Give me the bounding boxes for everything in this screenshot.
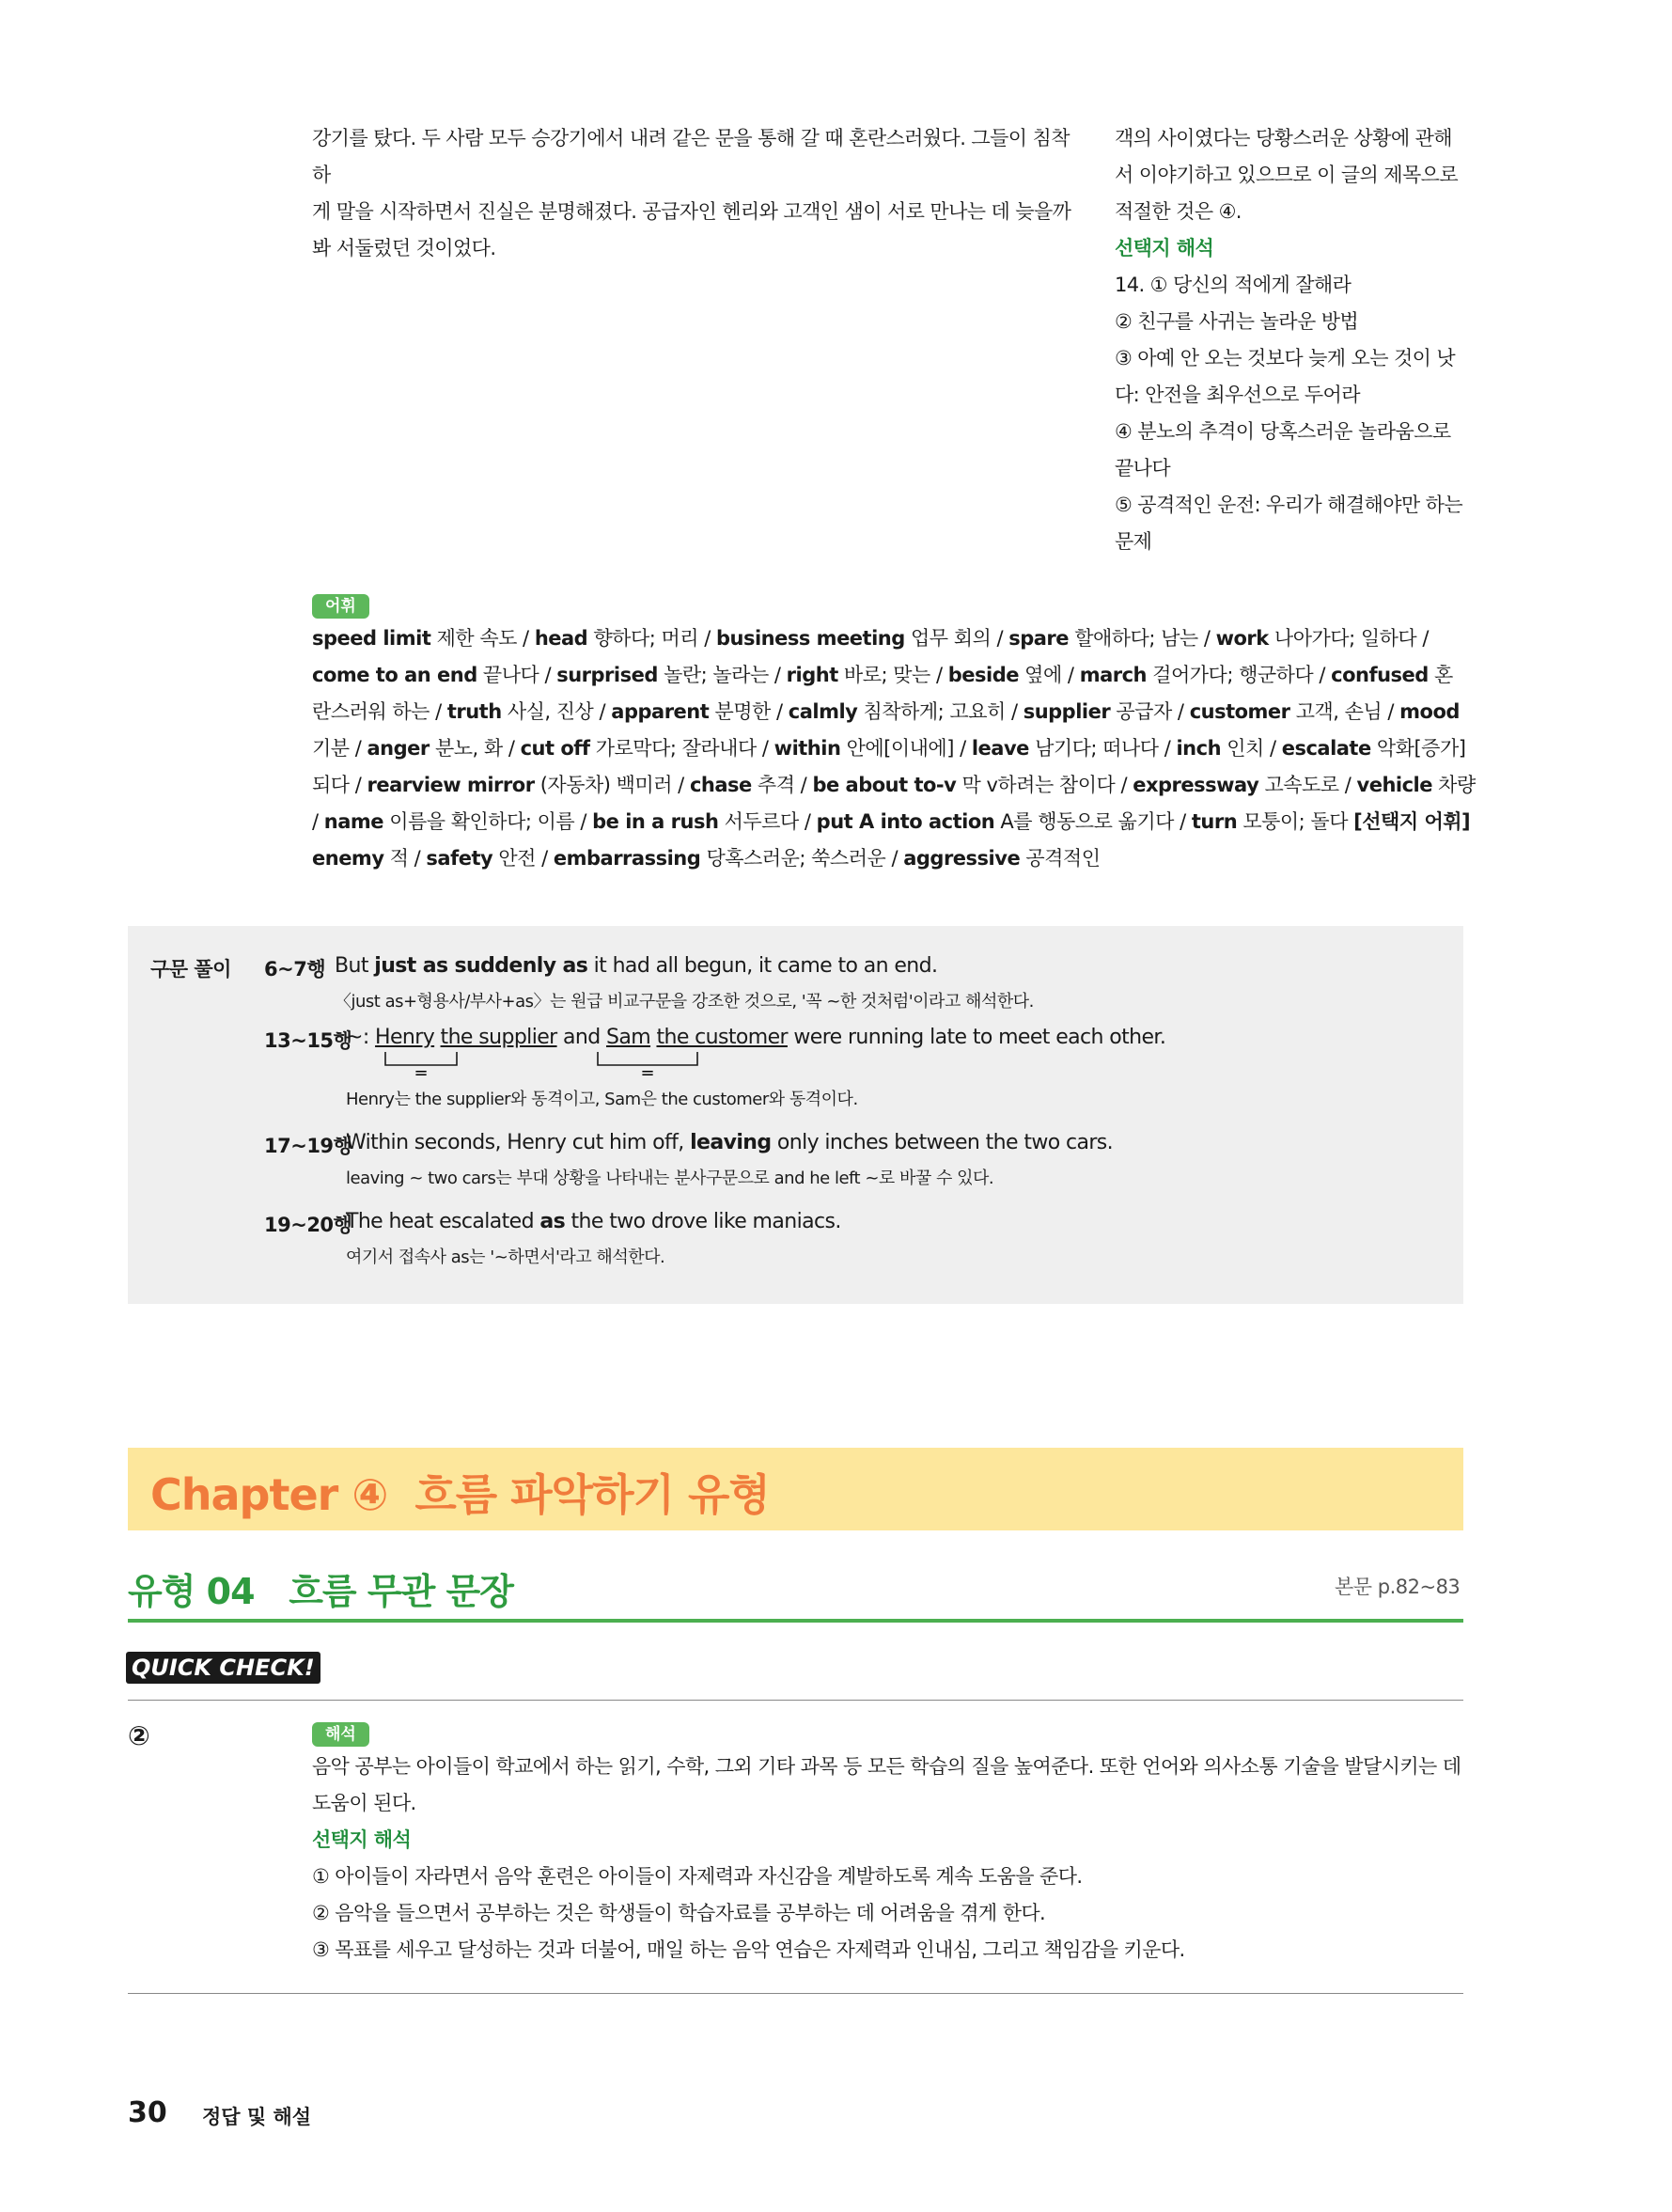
chapter-title: 흐름 파악하기 유형: [414, 1469, 770, 1520]
text-run: 혼: [1428, 664, 1453, 686]
type-title: 유형 04 흐름 무관 문장: [128, 1571, 513, 1612]
bold-term: expressway: [1133, 774, 1259, 796]
bold-term: beside: [947, 664, 1019, 686]
text-line: 강기를 탔다. 두 사람 모두 승강기에서 내려 같은 문을 통해 갈 때 혼란스러웠다. 그들이 침착하: [312, 127, 1070, 186]
page-reference: 본문 p.82~83: [1335, 1576, 1461, 1598]
text-run: 악화[증가]: [1370, 737, 1466, 760]
text-run: 적 /: [383, 847, 427, 870]
vocab-line: [312, 730, 1468, 767]
chapter-heading: [150, 1461, 770, 1523]
text-run: 걸어가다; 행군하다 /: [1147, 664, 1332, 686]
quick-check-body: [312, 1722, 1463, 1969]
bold-term: work: [1215, 627, 1269, 650]
grammar-sentence: [346, 1024, 1165, 1052]
text-run: 바로; 맞는 /: [837, 664, 948, 686]
text-run: only inches between the two cars.: [771, 1131, 1114, 1154]
text-line: 봐 서둘렀던 것이었다.: [312, 237, 496, 259]
bold-term: come to an end: [312, 664, 477, 686]
text-run: 기분 /: [312, 737, 367, 760]
text-run: (자동차) 백미러 /: [534, 774, 690, 796]
text-run: 차량: [1432, 774, 1476, 796]
text-run: 분노, 화 /: [429, 737, 521, 760]
vocab-section: [312, 594, 1476, 877]
text-run: 옆에 /: [1019, 664, 1080, 686]
bold-term: enemy: [312, 847, 384, 870]
text-run: 남기다; 떠나다 /: [1028, 737, 1177, 760]
text-run: 란스러워 하는 /: [312, 700, 447, 723]
top-right-column: [1115, 120, 1491, 560]
bold-term: march: [1079, 664, 1147, 686]
quick-check-badge-wrap: [126, 1652, 320, 1684]
bold-term: cut off: [520, 737, 590, 760]
bold-term: just as suddenly as: [374, 954, 588, 978]
text-run: 업무 회의 /: [904, 627, 1009, 650]
text-run: 되다 /: [312, 774, 367, 796]
grammar-sentence: [346, 1129, 1113, 1157]
bold-term: leave: [971, 737, 1029, 760]
text-run: 사실, 진상 /: [501, 700, 612, 723]
text-run: 공급자 /: [1110, 700, 1190, 723]
text-run: /: [312, 810, 324, 833]
underlined-term: the supplier: [440, 1026, 557, 1049]
chapter-number: ④: [352, 1469, 388, 1520]
text-line: 도움이 된다.: [312, 1792, 416, 1814]
text-run: 서두르다 /: [718, 810, 817, 833]
bold-term: apparent: [611, 700, 710, 723]
bold-term: turn: [1191, 810, 1238, 833]
bold-term: inch: [1176, 737, 1222, 760]
grammar-box: [128, 926, 1463, 1304]
bold-term: put A into action: [816, 810, 995, 833]
choice-line: 문제: [1115, 530, 1152, 553]
vocab-line: [312, 657, 1468, 694]
grammar-note: leaving ~ two cars는 부대 상황을 나타내는 분사구문으로 and he left ~로 바꿀 수 있다.: [346, 1169, 994, 1188]
text-run: and: [556, 1026, 606, 1049]
text-run: ~:: [346, 1026, 376, 1049]
bold-term: truth: [446, 700, 502, 723]
text-run: 막 v하려는 참이다 /: [956, 774, 1133, 796]
text-run: 이름을 확인하다; 이름 /: [383, 810, 593, 833]
text-run: 추격 /: [751, 774, 813, 796]
text-run: 안전 /: [492, 847, 554, 870]
text-run: A를 행동으로 옮기다 /: [994, 810, 1192, 833]
text-run: 안에[이내에] /: [840, 737, 972, 760]
text-run: it had all begun, it came to an end.: [587, 954, 938, 978]
grammar-note: 여기서 접속사 as는 '~하면서'라고 해석한다.: [346, 1247, 665, 1267]
bold-term: be about to-v: [812, 774, 957, 796]
bold-term: embarrassing: [553, 847, 701, 870]
answer-number: ②: [128, 1720, 150, 1751]
vocab-line: [312, 694, 1468, 730]
bold-term: leaving: [690, 1131, 772, 1154]
text-line: 서 이야기하고 있으므로 이 글의 제목으로: [1115, 164, 1459, 186]
choice-line: ② 음악을 들으면서 공부하는 것은 학생들이 학습자료를 공부하는 데 어려움을 겪게 한다.: [312, 1902, 1046, 1924]
line-ref: 19~20행: [264, 1214, 352, 1236]
vocab-line: [312, 840, 1468, 877]
grammar-sentence: [335, 952, 937, 980]
interpretation-tag: 해석: [312, 1722, 369, 1747]
text-run: 인치 /: [1221, 737, 1282, 760]
choice-line: 14. ① 당신의 적에게 잘해라: [1115, 274, 1352, 296]
text-run: 제한 속도 /: [430, 627, 535, 650]
text-run: 고속도로 /: [1258, 774, 1357, 796]
apposition-brackets: [346, 1050, 835, 1088]
bold-term: name: [323, 810, 384, 833]
bold-term: chase: [689, 774, 752, 796]
line-ref: 13~15행: [264, 1029, 352, 1052]
bold-term: customer: [1189, 700, 1290, 723]
section-rule: [128, 1619, 1463, 1623]
choice-line: 다: 안전을 최우선으로 두어라: [1115, 384, 1360, 406]
text-run: 놀란; 놀라는 /: [657, 664, 787, 686]
text-run: The heat escalated: [346, 1210, 540, 1233]
bold-term: supplier: [1023, 700, 1111, 723]
text-run: 모퉁이; 돌다: [1237, 810, 1354, 833]
text-run: 당혹스러운; 쑥스러운 /: [700, 847, 904, 870]
vocab-tag: 어휘: [312, 594, 369, 619]
divider: [128, 1993, 1463, 1994]
bold-term: be in a rush: [592, 810, 719, 833]
choice-line: ⑤ 공격적인 운전: 우리가 해결해야만 하는: [1115, 494, 1463, 516]
divider: [128, 1700, 1463, 1701]
equals-sign: =: [640, 1063, 655, 1083]
vocab-line: [312, 804, 1471, 840]
text-run: 향하다; 머리 /: [587, 627, 716, 650]
text-run: 가로막다; 잘라내다 /: [589, 737, 774, 760]
text-run: 고객, 손님 /: [1289, 700, 1400, 723]
text-run: 할애하다; 남는 /: [1069, 627, 1216, 650]
choice-heading: 선택지 해석: [1115, 237, 1214, 259]
choice-line: ④ 분노의 추격이 당혹스러운 놀라움으로: [1115, 420, 1451, 443]
line-ref: 17~19행: [264, 1135, 352, 1157]
bold-term: calmly: [788, 700, 858, 723]
bold-term: as: [539, 1210, 566, 1233]
page-number: 30: [128, 2096, 167, 2129]
text-run: Within seconds, Henry cut him off,: [346, 1131, 691, 1154]
bold-term: rearview mirror: [367, 774, 535, 796]
top-left-paragraph: [312, 120, 1083, 267]
grammar-label: 구문 풀이: [150, 958, 231, 980]
bold-term: [선택지 어휘]: [1353, 810, 1471, 833]
equals-sign: =: [414, 1063, 429, 1083]
underlined-term: Henry: [375, 1026, 435, 1049]
bold-term: spare: [1008, 627, 1070, 650]
footer-label: 정답 및 해설: [202, 2106, 312, 2128]
grammar-sentence: [346, 1208, 841, 1236]
quick-check-badge: QUICK CHECK!: [126, 1652, 320, 1684]
chapter-bar: [128, 1448, 1463, 1530]
bold-term: business meeting: [716, 627, 905, 650]
choice-heading: 선택지 해석: [312, 1828, 412, 1851]
text-run: the two drove like maniacs.: [565, 1210, 841, 1233]
grammar-note: 〈just as+형용사/부사+as〉는 원급 비교구문을 강조한 것으로, '꼭 ~한 것처럼'이라고 해석한다.: [335, 992, 1034, 1012]
underlined-term: Sam: [605, 1026, 651, 1049]
bold-term: vehicle: [1356, 774, 1432, 796]
choice-line: ① 아이들이 자라면서 음악 훈련은 아이들이 자제력과 자신감을 계발하도록 계속 도움을 준다.: [312, 1865, 1083, 1888]
bold-term: within: [773, 737, 841, 760]
bold-term: confused: [1331, 664, 1429, 686]
bold-term: aggressive: [903, 847, 1021, 870]
bold-term: surprised: [556, 664, 658, 686]
choice-line: ③ 목표를 세우고 달성하는 것과 더불어, 매일 하는 음악 연습은 자제력과 인내심, 그리고 책임감을 키운다.: [312, 1938, 1185, 1961]
bold-term: escalate: [1281, 737, 1371, 760]
bold-term: speed limit: [312, 627, 431, 650]
bold-term: head: [534, 627, 588, 650]
bold-term: mood: [1399, 700, 1460, 723]
choice-line: ③ 아예 안 오는 것보다 늦게 오는 것이 낫: [1115, 347, 1456, 369]
interpretation-text: [312, 1749, 1463, 1969]
bold-term: safety: [426, 847, 493, 870]
text-run: 분명한 /: [709, 700, 789, 723]
grammar-note: Henry는 the supplier와 동격이고, Sam은 the customer와 동격이다.: [346, 1090, 858, 1109]
text-run: 끝나다 /: [477, 664, 557, 686]
bold-term: anger: [367, 737, 430, 760]
line-ref: 6~7행: [264, 958, 326, 980]
text-line: 적절한 것은 ④.: [1115, 200, 1242, 223]
text-run: were running late to meet each other.: [787, 1026, 1166, 1049]
underlined-term: the customer: [656, 1026, 788, 1049]
text-run: 침착하게; 고요히 /: [857, 700, 1024, 723]
text-run: But: [335, 954, 375, 978]
choice-line: 끝나다: [1115, 457, 1171, 479]
text-run: 공격적인: [1020, 847, 1101, 870]
text-line: 게 말을 시작하면서 진실은 분명해졌다. 공급자인 헨리와 고객인 샘이 서로 만나는 데 늦을까: [312, 200, 1071, 223]
text-line: 객의 사이였다는 당황스러운 상황에 관해: [1115, 127, 1452, 149]
vocab-lines: [312, 620, 1476, 877]
text-run: 나아가다; 일하다 /: [1268, 627, 1429, 650]
text-line: 음악 공부는 아이들이 학교에서 하는 읽기, 수학, 그외 기타 과목 등 모든 학습의 질을 높여준다. 또한 언어와 의사소통 기술을 발달시키는 데: [312, 1755, 1461, 1778]
choice-line: ② 친구를 사귀는 놀라운 방법: [1115, 310, 1359, 333]
vocab-line: [312, 620, 1468, 657]
bold-term: right: [786, 664, 838, 686]
vocab-line: [312, 767, 1476, 804]
chapter-prefix: Chapter: [150, 1469, 338, 1520]
